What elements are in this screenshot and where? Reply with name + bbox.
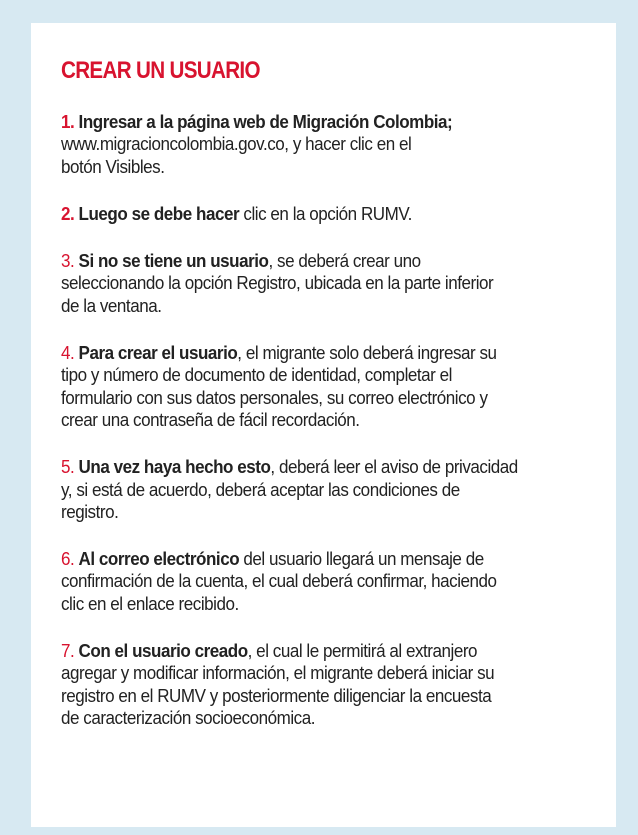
step-5 — [61, 456, 581, 523]
step-4-lead: Para crear el usuario — [78, 342, 238, 364]
step-1-line-1 — [61, 111, 581, 133]
step-4-line-4: crear una contraseña de fácil recordación. — [61, 408, 360, 430]
step-5-line-1 — [61, 456, 581, 478]
step-6-line-1 — [61, 548, 581, 570]
step-7-lead: Con el usuario creado — [78, 640, 248, 662]
step-3-lead: Si no se tiene un usuario — [78, 250, 269, 272]
step-6-lead: Al correo electrónico — [78, 548, 240, 570]
step-7 — [61, 640, 581, 729]
step-6-number: 6. — [61, 548, 75, 570]
step-2-number: 2. — [61, 202, 75, 224]
step-5-line-3: registro. — [61, 500, 119, 522]
step-3-line-3: de la ventana. — [61, 294, 162, 316]
step-4-line-1 — [61, 342, 581, 364]
step-4-line-3: formulario con sus datos personales, su correo electrónico y — [61, 386, 488, 408]
step-1-line-3: botón Visibles. — [61, 155, 165, 177]
step-4-number: 4. — [61, 342, 75, 364]
step-7-line-1 — [61, 640, 581, 662]
step-1 — [61, 111, 581, 178]
step-7-line-4: de caracterización socioeconómica. — [61, 706, 315, 728]
step-6-line-2: confirmación de la cuenta, el cual deberá confirmar, haciendo — [61, 570, 497, 592]
step-3 — [61, 250, 581, 317]
step-3-rest: , se deberá crear uno — [268, 250, 421, 272]
step-7-rest: , el cual le permitirá al extranjero — [247, 640, 478, 662]
step-2-rest: clic en la opción RUMV. — [239, 202, 412, 224]
step-2-lead: Luego se debe hacer — [78, 202, 240, 224]
step-7-line-3: registro en el RUMV y posteriormente diligenciar la encuesta — [61, 684, 492, 706]
step-3-line-1 — [61, 250, 581, 272]
step-7-number: 7. — [61, 640, 75, 662]
step-4-line-2: tipo y número de documento de identidad, completar el — [61, 364, 452, 386]
step-7-line-2: agregar y modificar información, el migrante deberá iniciar su — [61, 662, 495, 684]
step-4 — [61, 342, 581, 431]
instructions-card — [31, 23, 616, 827]
step-2 — [61, 203, 581, 225]
step-3-line-2: seleccionando la opción Registro, ubicada en la parte inferior — [61, 272, 494, 294]
step-1-line-2: www.migracioncolombia.gov.co, y hacer clic en el — [61, 133, 412, 155]
step-3-number: 3. — [61, 250, 75, 272]
step-5-rest: , deberá leer el aviso de privacidad — [270, 456, 518, 478]
step-5-number: 5. — [61, 456, 75, 478]
instructions-content — [61, 57, 601, 754]
step-6-rest: del usuario llegará un mensaje de — [239, 548, 484, 570]
step-5-line-2: y, si está de acuerdo, deberá aceptar las condiciones de — [61, 478, 460, 500]
step-6-line-3: clic en el enlace recibido. — [61, 592, 239, 614]
step-1-number: 1. — [61, 111, 75, 132]
step-5-lead: Una vez haya hecho esto — [78, 456, 271, 478]
step-2-line-1 — [61, 203, 581, 225]
step-6 — [61, 548, 581, 615]
step-1-lead: Ingresar a la página web de Migración Colombia; — [78, 111, 453, 132]
page-title: CREAR UN USUARIO — [61, 57, 260, 84]
step-4-rest: , el migrante solo deberá ingresar su — [237, 342, 497, 364]
